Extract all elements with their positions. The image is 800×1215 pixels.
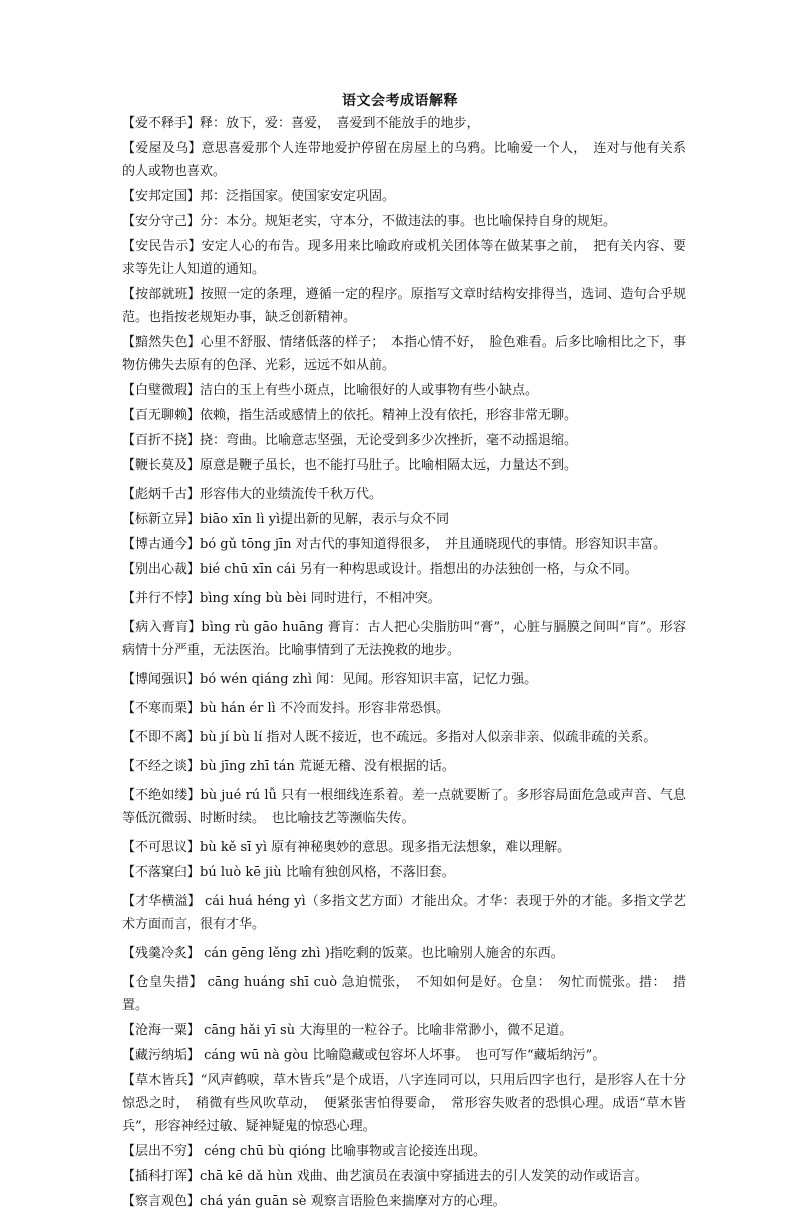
idiom-entry: 【才华横溢】 cái huá héng yì（多指文艺方面）才能出众。才华：表现于外的才能。多指文学艺术方面而言，很有才华。	[122, 894, 686, 932]
idiom-entry: 【安邦定国】邦：泛指国家。使国家安定巩固。	[122, 189, 396, 204]
idiom-entry: 【残羹冷炙】 cán gēng lěng zhì )指吃剩的饭菜。也比喻别人施舍的东西。	[122, 946, 564, 961]
idiom-entry: 【仓皇失措】 cāng huáng shī cuò 急迫慌张， 不知如何是好。仓皇： 匆忙而慌张。措： 措置。	[122, 975, 686, 1013]
idiom-entry: 【不落窠臼】bú luò kē jiù 比喻有独创风格，不落旧套。	[122, 865, 455, 880]
idiom-entry: 【不即不离】bù jí bù lí 指对人既不接近，也不疏远。多指对人似亲非亲、似疏非疏的关系。	[122, 730, 657, 745]
idiom-entry: 【爱屋及乌】意思喜爱那个人连带地爱护停留在房屋上的乌鸦。比喻爱一个人， 连对与他有关系的人或物也喜欢。	[122, 141, 686, 179]
idiom-entry: 【插科打诨】chā kē dǎ hùn 戏曲、曲艺演员在表演中穿插进去的引人发笑的动作或语言。	[122, 1169, 648, 1184]
idiom-entry: 【按部就班】按照一定的条理，遵循一定的程序。原指写文章时结构安排得当，选词、造句合乎规范。也指按老规矩办事，缺乏创新精神。	[122, 287, 686, 325]
idiom-entry: 【不绝如缕】bù jué rú lǚ 只有一根细线连系着。差一点就要断了。多形容局面危急或声音、气息等低沉微弱、时断时续。 也比喻技艺等濒临失传。	[122, 788, 686, 826]
idiom-entry: 【沧海一粟】 cāng hǎi yī sù 大海里的一粒谷子。比喻非常渺小，微不足道。	[122, 1023, 573, 1038]
idiom-list	[122, 112, 686, 1215]
idiom-entry: 【黯然失色】心里不舒服、情绪低落的样子； 本指心情不好， 脸色难看。后多比喻相比之下，事物仿佛失去原有的色泽、光彩，远远不如从前。	[122, 335, 686, 373]
idiom-entry: 【安分守己】分：本分。规矩老实，守本分，不做违法的事。也比喻保持自身的规矩。	[122, 214, 617, 229]
idiom-entry: 【藏污纳垢】 cáng wū nà gòu 比喻隐藏或包容坏人坏事。 也可写作“藏垢纳污”。	[122, 1048, 606, 1063]
idiom-entry: 【草木皆兵】“风声鹤唳，草木皆兵”是个成语，八字连同可以，只用后四字也行，是形容人在十分惊恐之时， 稍微有些风吹草动， 便紧张害怕得要命， 常形容失败者的恐惧心理。成语“草木皆兵”，形容神经过敏、疑神疑鬼的惊恐心理。	[122, 1073, 686, 1134]
idiom-entry: 【博古通今】bó gǔ tōng jīn 对古代的事知道得很多， 并且通晓现代的事情。形容知识丰富。	[122, 537, 667, 552]
idiom-entry: 【鞭长莫及】原意是鞭子虽长，也不能打马肚子。比喻相隔太远，力量达不到。	[122, 458, 578, 473]
idiom-entry: 【彪炳千古】形容伟大的业绩流传千秋万代。	[122, 487, 383, 502]
idiom-entry: 【并行不悖】bìng xíng bù bèi 同时进行，不相冲突。	[122, 591, 441, 606]
idiom-entry: 【博闻强识】bó wén qiáng zhì 闻：见闻。形容知识丰富，记忆力强。	[122, 672, 538, 687]
idiom-entry: 【层出不穷】 céng chū bù qióng 比喻事物或言论接连出现。	[122, 1144, 487, 1159]
idiom-entry: 【白璧微瑕】洁白的玉上有些小斑点，比喻很好的人或事物有些小缺点。	[122, 383, 539, 398]
idiom-entry: 【不寒而栗】bù hán ér lì 不冷而发抖。形容非常恐惧。	[122, 701, 449, 716]
idiom-entry: 【百无聊赖】依赖，指生活或感情上的依托。精神上没有依托，形容非常无聊。	[122, 408, 578, 423]
idiom-entry: 【安民告示】安定人心的布告。现多用来比喻政府或机关团体等在做某事之前， 把有关内容、要求等先让人知道的通知。	[122, 239, 686, 277]
idiom-entry: 【不经之谈】bù jīng zhī tán 荒诞无稽、没有根据的话。	[122, 759, 455, 774]
idiom-entry: 【病入膏肓】bìng rù gāo huāng 膏肓：古人把心尖脂肪叫“膏”，心脏与膈膜之间叫“肓”。形容病情十分严重，无法医治。比喻事情到了无法挽救的地步。	[122, 620, 686, 658]
idiom-entry: 【察言观色】chá yán guān sè 观察言语脸色来揣摩对方的心理。	[122, 1194, 506, 1209]
idiom-entry: 【标新立异】biāo xīn lì yì提出新的见解，表示与众不同	[122, 512, 450, 527]
page-title: 语文会考成语解释	[342, 93, 458, 109]
idiom-entry: 【百折不挠】挠：弯曲。比喻意志坚强，无论受到多少次挫折，毫不动摇退缩。	[122, 433, 578, 448]
idiom-entry: 【别出心裁】bié chū xīn cái 另有一种构思或设计。指想出的办法独创一格，与众不同。	[122, 562, 638, 577]
idiom-entry: 【不可思议】bù kě sī yì 原有神秘奥妙的意思。现多指无法想象，难以理解。	[122, 840, 571, 855]
idiom-entry: 【爱不释手】释：放下，爱：喜爱， 喜爱到不能放手的地步，	[122, 116, 480, 131]
